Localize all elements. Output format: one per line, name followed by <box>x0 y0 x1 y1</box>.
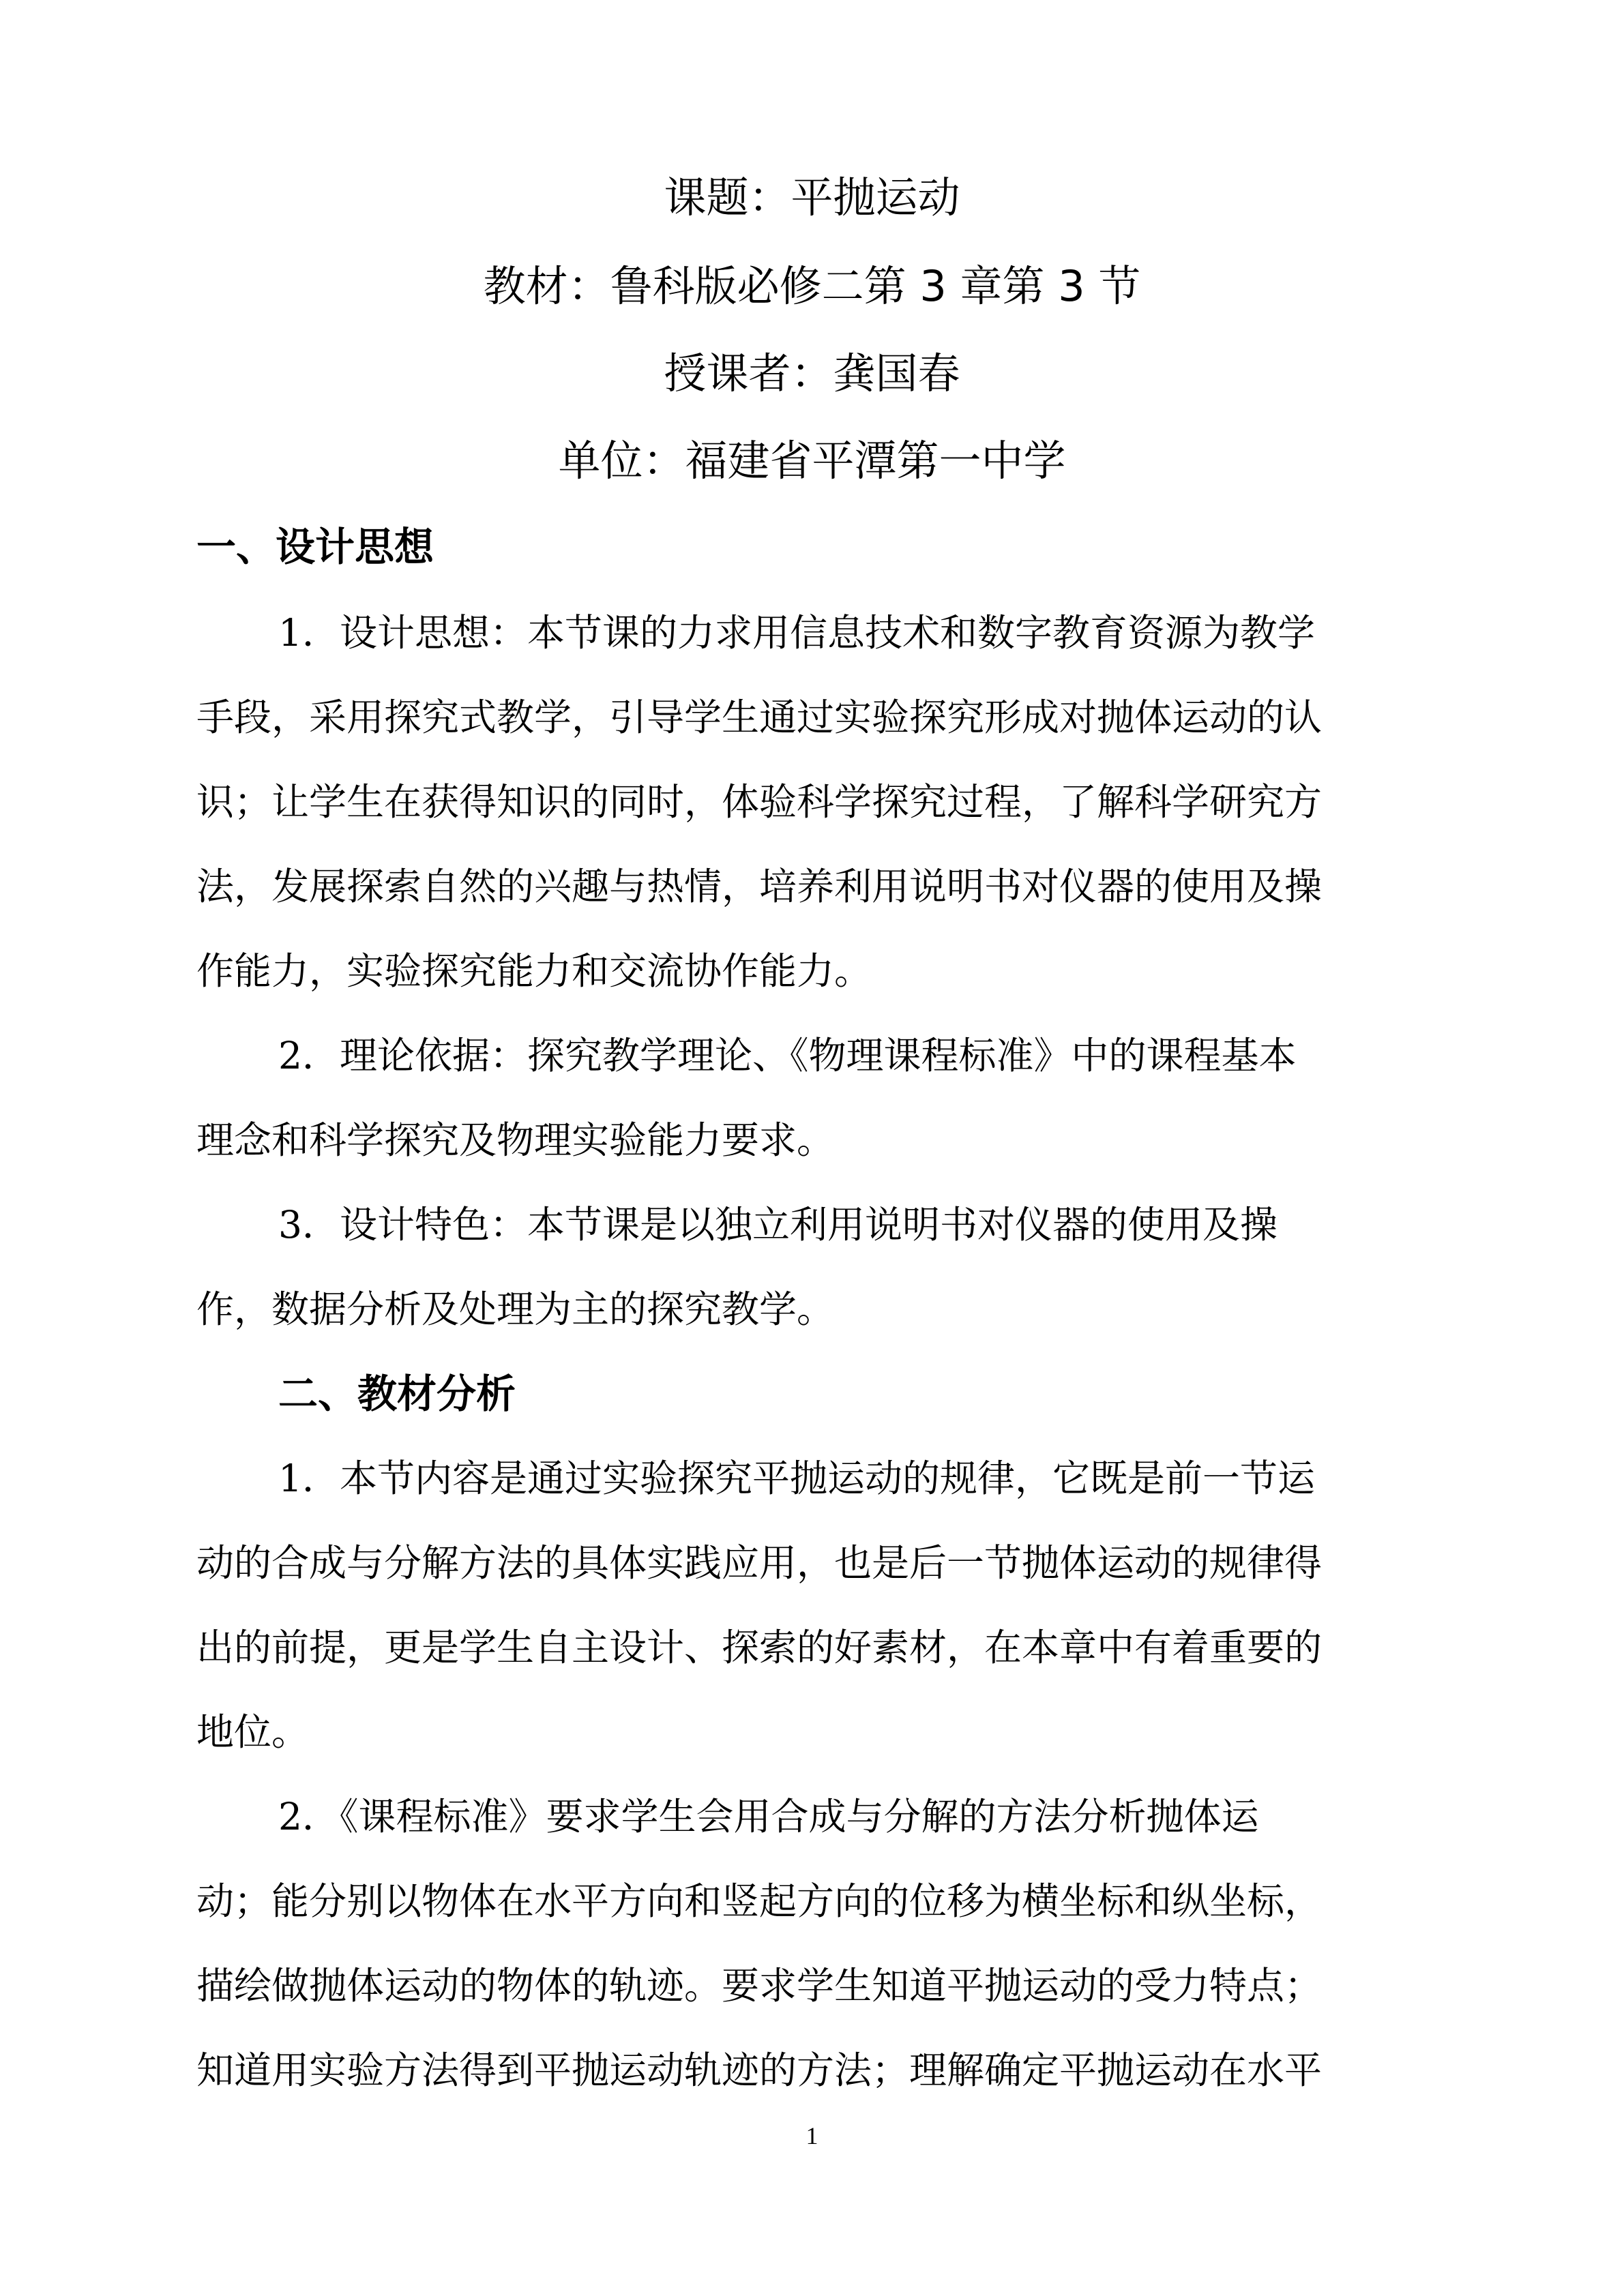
paragraph-line: 描绘做抛体运动的物体的轨迹。要求学生知道平抛运动的受力特点； <box>196 1964 1323 2008</box>
paragraph-line: 2．《课程标准》要求学生会用合成与分解的方法分析抛体运 <box>278 1795 1259 1838</box>
paragraph-line: 出的前提，更是学生自主设计、探索的好素材，在本章中有着重要的 <box>196 1626 1323 1669</box>
paragraph-line: 3．设计特色：本节课是以独立利用说明书对仪器的使用及操 <box>278 1203 1278 1247</box>
paragraph-line: 地位。 <box>196 1710 310 1754</box>
paragraph-line: 1．本节内容是通过实验探究平抛运动的规律，它既是前一节运 <box>278 1457 1315 1500</box>
paragraph-line: 作能力，实验探究能力和交流协作能力。 <box>196 949 872 993</box>
paragraph-line: 2．理论依据：探究教学理论、《物理课程标准》中的课程基本 <box>278 1034 1297 1077</box>
section-heading-design: 一、设计思想 <box>196 524 434 570</box>
school-unit: 单位：福建省平潭第一中学 <box>558 436 1066 486</box>
textbook-info: 教材：鲁科版必修二第 3 章第 3 节 <box>483 261 1141 311</box>
paragraph-line: 识；让学生在获得知识的同时，体验科学探究过程，了解科学研究方 <box>196 780 1323 824</box>
paragraph-line: 知道用实验方法得到平抛运动轨迹的方法；理解确定平抛运动在水平 <box>196 2048 1323 2092</box>
page-number: 1 <box>806 2122 818 2149</box>
paragraph-line: 法，发展探索自然的兴趣与热情，培养利用说明书对仪器的使用及操 <box>196 865 1323 908</box>
section-heading-textbook-analysis: 二、教材分析 <box>278 1371 516 1417</box>
paragraph-line: 作，数据分析及处理为主的探究教学。 <box>196 1287 835 1331</box>
teacher-name: 授课者：龚国春 <box>664 348 960 398</box>
lesson-topic: 课题：平抛运动 <box>664 173 960 222</box>
paragraph-line: 动；能分别以物体在水平方向和竖起方向的位移为横坐标和纵坐标， <box>196 1879 1323 1923</box>
paragraph-line: 动的合成与分解方法的具体实践应用，也是后一节抛体运动的规律得 <box>196 1541 1323 1585</box>
paragraph-line: 1．设计思想：本节课的力求用信息技术和数字教育资源为教学 <box>278 611 1315 655</box>
paragraph-line: 手段，采用探究式教学，引导学生通过实验探究形成对抛体运动的认 <box>196 696 1323 739</box>
paragraph-line: 理念和科学探究及物理实验能力要求。 <box>196 1118 835 1162</box>
